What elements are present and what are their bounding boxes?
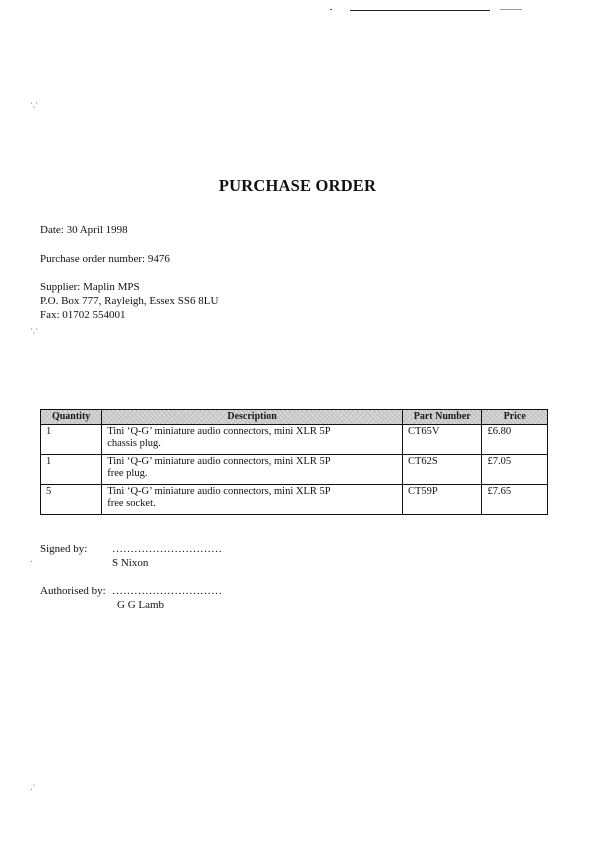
cell-description [102,425,403,455]
authorised-by-name: G G Lamb [117,599,165,611]
authorised-by-label: Authorised by: [40,585,106,597]
description-line: Tini ‘Q-G’ miniature audio connectors, mini XLR 5P [107,486,331,497]
cell-price: £7.65 [482,485,548,515]
header-part-number: Part Number [402,410,481,425]
order-date: Date: 30 April 1998 [40,224,128,236]
cell-price: £7.05 [482,455,548,485]
supplier-address: P.O. Box 777, Rayleigh, Essex SS6 8LU [40,295,219,307]
scan-dot [330,9,332,10]
table-row [41,455,548,485]
cell-quantity: 1 [41,425,102,455]
scan-dot [500,9,522,10]
table-row [41,425,548,455]
authorised-by-line: ………………………… [112,585,222,597]
table-row [41,485,548,515]
scan-speck: ˏ· [30,781,36,790]
scan-speck: ˏ [30,553,33,562]
supplier-name: Supplier: Maplin MPS [40,281,140,293]
cell-description [102,485,403,515]
scan-speck: ·ˏ· [30,325,38,334]
top-rule [350,10,490,11]
signed-by-label: Signed by: [40,543,88,555]
description-line: chassis plug. [107,438,161,449]
description-line: free socket. [107,498,156,509]
document-title: PURCHASE ORDER [218,176,377,195]
cell-quantity: 1 [41,455,102,485]
header-price: Price [482,410,548,425]
po-number: Purchase order number: 9476 [40,253,170,265]
signed-by-name: S Nixon [112,557,149,569]
cell-part-number: CT65V [402,425,481,455]
cell-part-number: CT62S [402,455,481,485]
description-line: Tini ‘Q-G’ miniature audio connectors, mini XLR 5P [107,456,331,467]
cell-quantity: 5 [41,485,102,515]
order-items-table [40,409,548,515]
cell-description [102,455,403,485]
table-header-row [41,410,548,425]
header-quantity: Quantity [41,410,102,425]
signed-by-line: ………………………… [112,543,222,555]
supplier-fax: Fax: 01702 554001 [40,309,126,321]
description-line: Tini ‘Q-G’ miniature audio connectors, mini XLR 5P [107,426,331,437]
cell-part-number: CT59P [402,485,481,515]
cell-price: £6.80 [482,425,548,455]
scan-speck: ·ˏ· [30,99,38,108]
description-line: free plug. [107,468,148,479]
header-description: Description [102,410,403,425]
